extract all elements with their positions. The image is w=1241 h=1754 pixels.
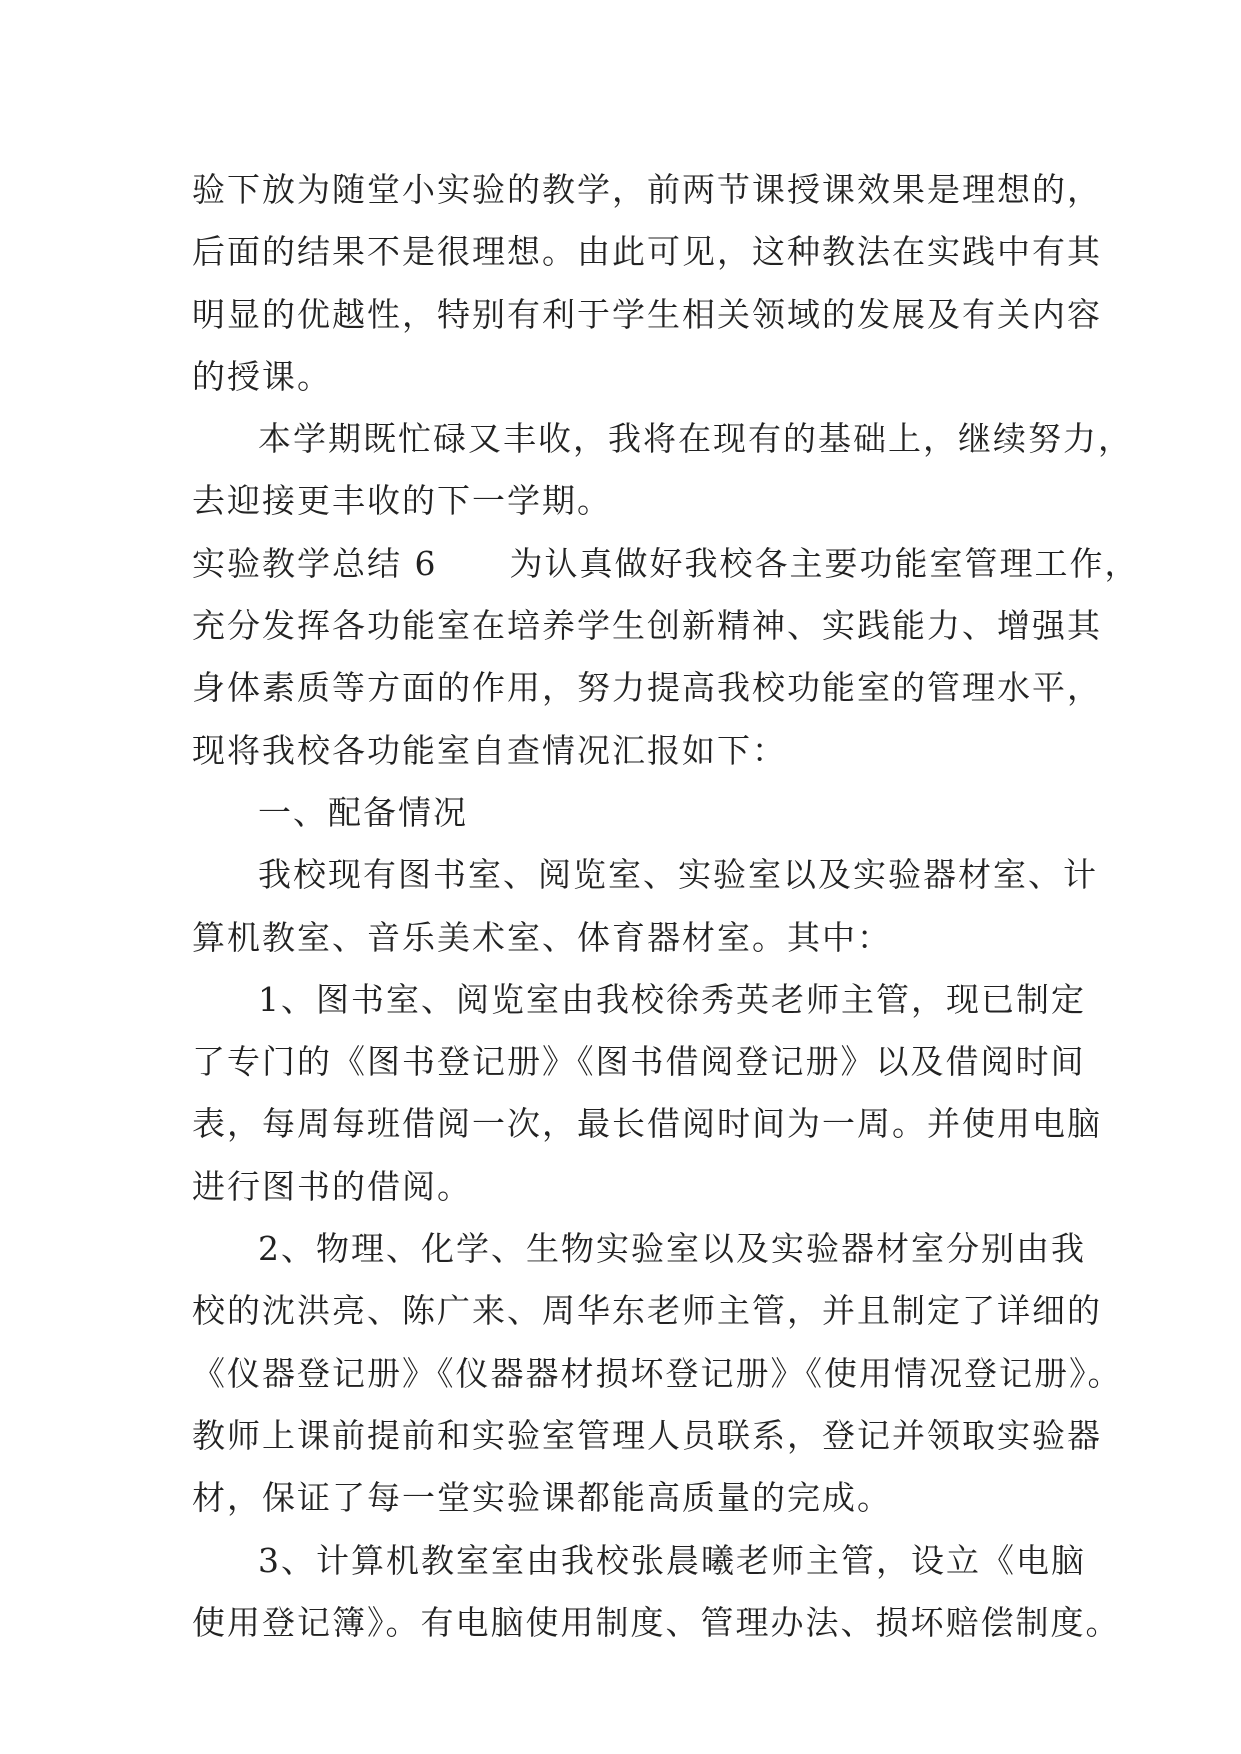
text-line: 使用登记簿》。有电脑使用制度、管理办法、损坏赔偿制度。 — [192, 1602, 1121, 1642]
text-line: 本学期既忙碌又丰收，我将在现有的基础上，继续努力， — [258, 419, 1133, 459]
text-line: 验下放为随堂小实验的教学，前两节课授课效果是理想的， — [192, 170, 1102, 209]
text-line: 了专门的《图书登记册》《图书借阅登记册》以及借阅时间 — [192, 1042, 1086, 1082]
text-line: 去迎接更丰收的下一学期。 — [192, 481, 612, 521]
text-line: 现将我校各功能室自查情况汇报如下： — [192, 730, 787, 770]
text-line: 2、物理、化学、生物实验室以及实验器材室分别由我 — [258, 1229, 1086, 1269]
text-line: 明显的优越性，特别有利于学生相关领域的发展及有关内容 — [192, 294, 1102, 334]
text-line: 算机教室、音乐美术室、体育器材室。其中： — [192, 917, 892, 957]
text-line: 的授课。 — [192, 356, 332, 396]
text-line: 进行图书的借阅。 — [192, 1166, 472, 1206]
text-line: 充分发挥各功能室在培养学生创新精神、实践能力、增强其 — [192, 606, 1102, 646]
text-line: 我校现有图书室、阅览室、实验室以及实验器材室、计 — [258, 855, 1098, 895]
section-heading: 实验教学总结 6 — [192, 543, 438, 583]
section-heading-line — [192, 533, 1140, 595]
text-line: 校的沈洪亮、陈广来、周华东老师主管，并且制定了详细的 — [192, 1291, 1102, 1331]
text-line: 教师上课前提前和实验室管理人员联系，登记并领取实验器 — [192, 1415, 1102, 1455]
text-line: 《仪器登记册》《仪器器材损坏登记册》《使用情况登记册》。 — [192, 1353, 1123, 1393]
document-body — [192, 159, 1140, 1654]
text-line: 3、计算机教室室由我校张晨曦老师主管，设立《电脑 — [258, 1540, 1086, 1580]
subheading-line: 一、配备情况 — [258, 792, 468, 832]
text-line: 身体素质等方面的作用，努力提高我校功能室的管理水平， — [192, 668, 1102, 708]
text-line: 表，每周每班借阅一次，最长借阅时间为一周。并使用电脑 — [192, 1104, 1102, 1144]
text-line: 1、图书室、阅览室由我校徐秀英老师主管，现已制定 — [258, 979, 1086, 1019]
text-line: 后面的结果不是很理想。由此可见，这种教法在实践中有其 — [192, 232, 1102, 272]
text-line-tail: 为认真做好我校各主要功能室管理工作， — [509, 543, 1140, 583]
text-line: 材，保证了每一堂实验课都能高质量的完成。 — [192, 1478, 892, 1518]
